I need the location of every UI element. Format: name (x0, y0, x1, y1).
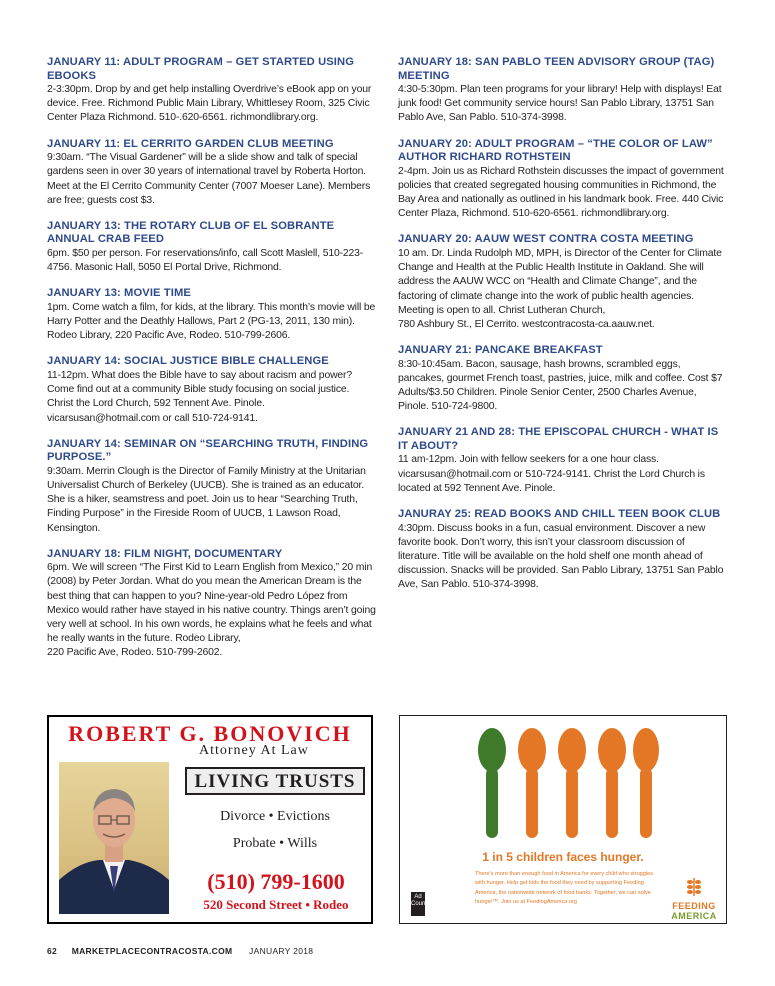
event-description: 9:30am. Merrin Clough is the Director of Family Ministry at the Unitarian Universalist Church of Berkeley (UUCB). She is trained as an educator. She is a hiker, seamstress and poet. Join us to hear “Searching Truth, Finding Purpose” in the Fireside Room of UUCB, 1 Lawson Road, Kensington. (47, 465, 366, 534)
event-listing (47, 438, 377, 536)
hunger-copy: There’s more than enough food in America for every child who struggles with hunger. Help get kids the food they need by supporting Feeding America, the nationwide network of food banks. Together, we can solve hunger™. Join us at FeedingAmerica.org (475, 871, 654, 906)
event-listing (398, 56, 728, 126)
event-listing (398, 508, 728, 593)
event-description: 10 am. Dr. Linda Rudolph MD, MPH, is Director of the Center for Climate Change and Health at the Public Health Institute in Oakland. She will address the AAUW WCC on “Health and Climate Change”, and the factoring of climate change into the work of public health agencies. Meeting is open to all. Christ Lutheran Church, 780 Ashbury St., El Cerrito. westcontracosta-ca.aauw.net. (398, 247, 722, 330)
event-listing (47, 287, 377, 343)
event-listing (47, 56, 377, 126)
event-title: JANUARY 11: ADULT PROGRAM – GET STARTED USING EBOOKS (47, 56, 355, 82)
event-title: JANUARY 14: SOCIAL JUSTICE BIBLE CHALLENGE (47, 355, 329, 368)
event-description: 6pm. $50 per person. For reservations/info, call Scott Maslell, 510-223-4756. Masonic Hall, 5050 El Portal Drive, Richmond. (47, 247, 364, 274)
event-listing (398, 233, 728, 332)
event-title: JANUARY 20: AAUW WEST CONTRA COSTA MEETING (398, 233, 694, 246)
orange-spoon-icon (633, 728, 659, 838)
attorney-address: 520 Second Street • Rodeo (203, 897, 349, 912)
event-title: JANUARY 20: ADULT PROGRAM – “THE COLOR OF LAW” AUTHOR RICHARD ROTHSTEIN (398, 137, 713, 164)
logo-line-1: FEEDING (672, 901, 716, 911)
event-title: JANUARY 21 AND 28: THE EPISCOPAL CHURCH - WHAT IS IT ABOUT? (398, 426, 719, 452)
green-spoon-icon (478, 728, 506, 838)
orange-spoon-icon (598, 728, 626, 838)
attorney-ad (47, 715, 373, 924)
orange-spoon-icon (518, 728, 546, 838)
event-description: 4:30pm. Discuss books in a fun, casual environment. Discover a new favorite book. Don’t worry, this isn’t your classroom discussion of literature. Title will be available on the hold shelf one month ahead of discussion. Snacks will be provided. San Pablo Library, 13751 San Pablo Ave, San Pablo. 510-374-3998. (398, 522, 724, 591)
attorney-phone: (510) 799-1600 (207, 869, 345, 894)
event-description: 2-4pm. Join us as Richard Rothstein discusses the impact of government policies that created segregated housing communities in Richmond, the Bay Area and nationally as outlined in his landmark book. Free. 440 Civic Center Plaza, Richmond. 510-620-6561. richmondlibrary.org. (398, 165, 724, 220)
services-line-2: Probate • Wills (232, 836, 318, 851)
footer-issue: JANUARY 2018 (249, 946, 314, 956)
event-title: JANUARY 18: FILM NIGHT, DOCUMENTARY (47, 547, 283, 560)
services-line-1: Divorce • Evictions (220, 809, 330, 824)
event-listing (47, 220, 377, 275)
feeding-america-logo (666, 876, 722, 921)
orange-spoon-icon (558, 728, 586, 838)
left-column (47, 56, 377, 673)
logo-line-2: AMERICA (671, 911, 717, 921)
wheat-icon (666, 876, 722, 896)
right-column (398, 56, 728, 605)
hunger-headline: 1 in 5 children faces hunger. (482, 850, 644, 864)
event-description: 11 am-12pm. Join with fellow seekers for a one hour class. vicarsusan@hotmail.com or 510-724-9141. Christ the Lord Church is located at 592 Tennent Ave. Pinole. (398, 454, 705, 494)
portrait-image (59, 762, 169, 914)
event-listing (398, 344, 728, 414)
event-title: JANUARY 11: EL CERRITO GARDEN CLUB MEETING (47, 137, 334, 150)
event-listing (398, 426, 728, 496)
feeding-america-ad (399, 715, 727, 924)
footer-site: MARKETPLACECONTRACOSTA.COM (71, 946, 233, 956)
event-listing (47, 138, 377, 208)
ad-council-logo: Ad Council (411, 892, 425, 916)
event-description: 11-12pm. What does the Bible have to say about racism and power? Come find out at a community Bible study focusing on social justice. Christ the Lord Church, 592 Tennent Ave. Pinole. vicarsusan@hotmail.com or call 510-724-9141. (47, 369, 352, 424)
spoons-image (470, 724, 660, 842)
page-footer (47, 946, 313, 956)
attorney-subtitle: Attorney At Law (199, 743, 309, 758)
page-number: 62 (47, 946, 58, 956)
event-title: JANUARY 18: SAN PABLO TEEN ADVISORY GROUP (TAG) MEETING (398, 56, 715, 82)
event-title: JANUARY 21: PANCAKE BREAKFAST (398, 344, 603, 357)
event-description: 1pm. Come watch a film, for kids, at the library. This month’s movie will be Harry Potter and the Deathly Hallows, Part 2 (PG-13, 2011, 130 min). Rodeo Library, 220 Pacific Ave, Rodeo. 510-799-2606. (47, 301, 376, 342)
event-description: 2-3:30pm. Drop by and get help installing Overdrive’s eBook app on your device. Free. Richmond Public Main Library, Whittlesey Room, 325 Civic Center Plaza Richmond. 510-.620-6561. richmondlibrary.org. (47, 84, 372, 124)
event-listing (47, 548, 377, 661)
event-description: 4:30-5:30pm. Plan teen programs for your library! Help with displays! Eat junk food! Get community service hours! San Pablo Library, 13751 San Pablo Ave, San Pablo. 510-374-3998. (398, 84, 722, 124)
event-title: JANUARY 14: SEMINAR ON “SEARCHING TRUTH, FINDING PURPOSE.” (47, 437, 369, 464)
event-description: 6pm. We will screen “The First Kid to Learn English from Mexico,” 20 min (2008) by Peter Jordan. What do you mean the American Dream is the best thing that can happen to you? Nine-year-old Pedro López from Mexico would rather have stayed in his native country. Things aren’t going very well at school. In his own words, he explains what he feels and what he really wants in the future. Rodeo Library, 220 Pacific Ave, Rodeo. 510-799-2602. (47, 562, 376, 659)
event-listing (47, 355, 377, 425)
event-description: 8:30-10:45am. Bacon, sausage, hash browns, scrambled eggs, pancakes, gourmet French toast, pastries, juice, milk and coffee. Cost $7 Adults/$3.50 Children. Pinole Senior Center, 2500 Charles Avenue, Pinole. 510-724-9800. (398, 358, 723, 413)
event-title: JANURAY 25: READ BOOKS AND CHILL TEEN BOOK CLUB (398, 508, 721, 521)
event-title: JANUARY 13: THE ROTARY CLUB OF EL SOBRANTE ANNUAL CRAB FEED (47, 219, 335, 246)
living-trusts-banner: LIVING TRUSTS (185, 767, 365, 795)
event-listing (398, 138, 728, 222)
attorney-photo (59, 762, 169, 914)
event-description: 9:30am. “The Visual Gardener” will be a slide show and talk of special gardens seen in over 30 years of international travel by Roberta Horton. Meet at the El Cerrito Community Center (7007 Moeser Lane). Members are free; guests cost $3. (47, 152, 371, 206)
attorney-name: ROBERT G. BONOVICH (68, 721, 352, 746)
event-title: JANUARY 13: MOVIE TIME (47, 287, 191, 300)
